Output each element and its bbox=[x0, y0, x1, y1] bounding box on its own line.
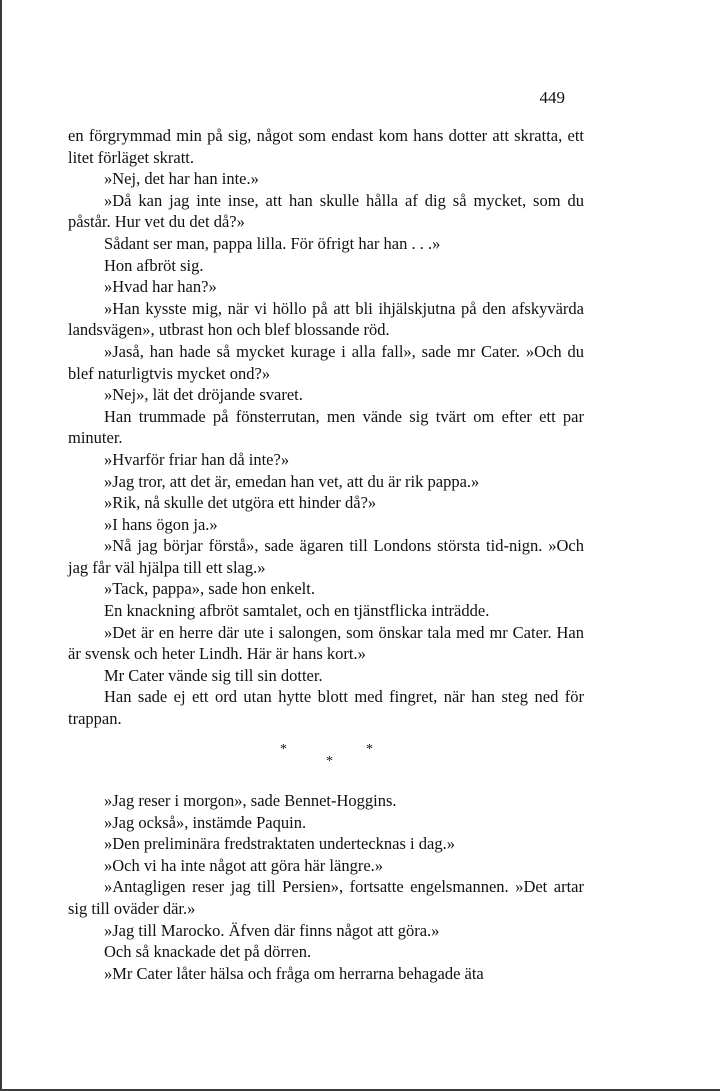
text-section-1 bbox=[68, 125, 584, 730]
paragraph: »Nå jag börjar förstå», sade ägaren till Londons största tid-nign. »Och jag får väl hjälpa till ett slag.» bbox=[68, 536, 584, 577]
scan-border-left bbox=[0, 0, 2, 1091]
paragraph: »Antagligen reser jag till Persien», fortsatte engelsmannen. »Det artar sig till oväder där.» bbox=[68, 877, 584, 918]
section-separator-asterism bbox=[268, 742, 388, 772]
asterisk: * bbox=[366, 742, 373, 757]
paragraph: »Rik, nå skulle det utgöra ett hinder då?» bbox=[104, 493, 377, 513]
paragraph: »Den preliminära fredstraktaten undertecknas i dag.» bbox=[104, 834, 455, 854]
asterisk: * bbox=[280, 742, 287, 757]
paragraph: »Då kan jag inte inse, att han skulle hålla af dig så mycket, som du påstår. Hur vet du det då?» bbox=[68, 190, 584, 232]
paragraph: »Han kysste mig, när vi höllo på att bli ihjälskjutna på den afskyvärda landsvägen», utbrast hon och blef blossande röd. bbox=[68, 298, 584, 340]
paragraph: »Nej», lät det dröjande svaret. bbox=[104, 385, 303, 405]
paragraph: Mr Cater vände sig till sin dotter. bbox=[104, 665, 323, 685]
paragraph: »Nej, det har han inte.» bbox=[104, 169, 259, 189]
asterisk: * bbox=[326, 754, 333, 769]
paragraph: en förgrymmad min på sig, något som endast kom hans dotter att skratta, ett litet förläget skratt. bbox=[68, 126, 584, 167]
text-section-2 bbox=[68, 790, 584, 984]
paragraph: »I hans ögon ja.» bbox=[104, 514, 218, 534]
paragraph: En knackning afbröt samtalet, och en tjänstflicka inträdde. bbox=[104, 601, 490, 621]
paragraph: Hon afbröt sig. bbox=[104, 255, 204, 275]
paragraph: »Jag också», instämde Paquin. bbox=[104, 812, 307, 832]
paragraph: Han sade ej ett ord utan hytte blott med fingret, när han steg ned för trappan. bbox=[68, 687, 584, 729]
paragraph: »Tack, pappa», sade hon enkelt. bbox=[104, 579, 315, 599]
paragraph: »Hvad har han?» bbox=[104, 277, 217, 297]
paragraph: »Jag reser i morgon», sade Bennet-Hoggins. bbox=[104, 791, 397, 810]
paragraph: »Och vi ha inte något att göra här längre.» bbox=[104, 855, 384, 875]
page-number: 449 bbox=[539, 88, 565, 107]
paragraph: »Jaså, han hade så mycket kurage i alla fall», sade mr Cater. »Och du blef naturligtvis mycket ond?» bbox=[68, 341, 584, 383]
paragraph: »Det är en herre där ute i salongen, som önskar tala med mr Cater. Han är svensk och heter Lindh. Här är hans kort.» bbox=[68, 622, 584, 664]
paragraph: Och så knackade det på dörren. bbox=[104, 942, 312, 962]
paragraph: »Hvarför friar han då inte?» bbox=[104, 449, 290, 469]
paragraph: »Jag till Marocko. Äfven där finns något att göra.» bbox=[104, 920, 440, 940]
paragraph: »Mr Cater låter hälsa och fråga om herrarna behagade äta bbox=[104, 963, 484, 983]
paragraph: »Jag tror, att det är, emedan han vet, att du är rik pappa.» bbox=[104, 471, 480, 491]
paragraph: Han trummade på fönsterrutan, men vände sig tvärt om efter ett par minuter. bbox=[68, 406, 584, 448]
paragraph: Sådant ser man, pappa lilla. För öfrigt har han . . .» bbox=[104, 233, 441, 253]
